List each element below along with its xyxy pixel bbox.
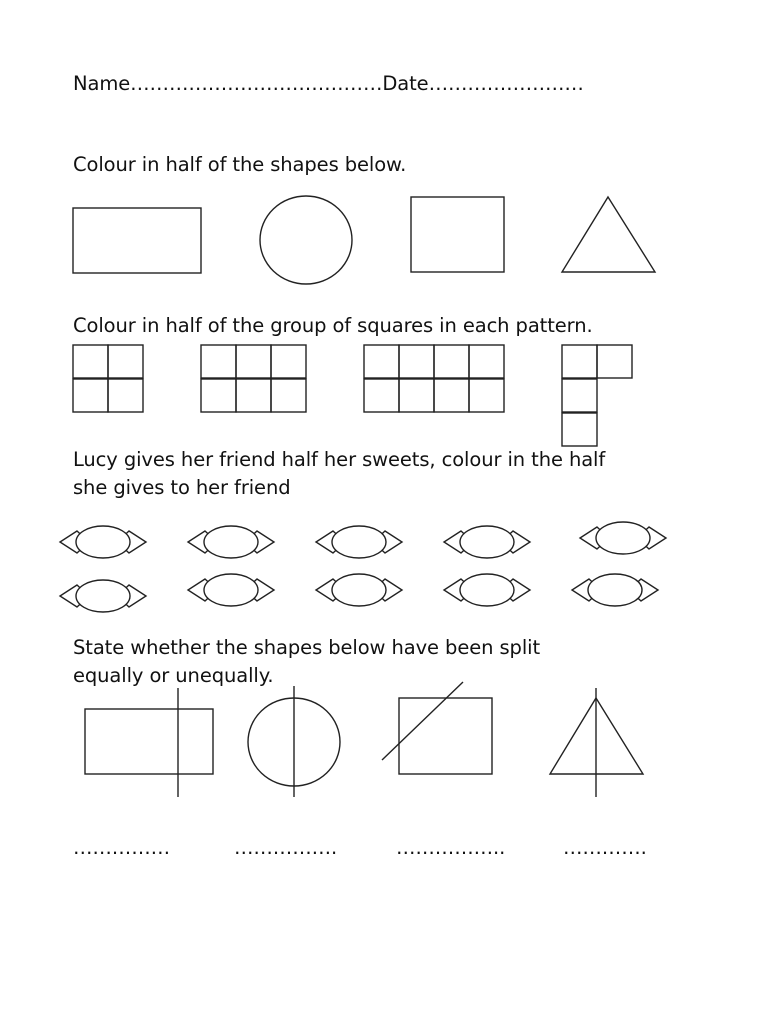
circle-shape[interactable] [260,196,352,284]
square-pattern-3x2[interactable] [201,345,306,412]
section2-instruction: Colour in half of the group of squares in each pattern. [73,314,593,337]
section3-instruction-line1: Lucy gives her friend half her sweets, colour in the half [73,448,606,471]
split-triangle[interactable] [550,688,643,797]
section1-instruction: Colour in half of the shapes below. [73,153,407,176]
square-pattern-4x2[interactable] [364,345,504,412]
sweets-group [60,522,666,612]
sweet[interactable] [444,526,530,558]
triangle-shape[interactable] [562,197,655,272]
date-blank[interactable]: …………………… [428,72,584,95]
name-label: Name [73,72,131,95]
sweet[interactable] [188,526,274,558]
answer-blank-1[interactable]: …………… [73,836,171,859]
sweet[interactable] [316,526,402,558]
section3-instruction-line2: she gives to her friend [73,476,291,499]
section4-instruction-line2: equally or unequally. [73,664,274,687]
sweet[interactable] [60,580,146,612]
sweet[interactable] [444,574,530,606]
square-shape[interactable] [411,197,504,272]
sweet[interactable] [60,526,146,558]
answer-blank-3[interactable]: …………….. [396,836,506,859]
answer-blank-4[interactable]: …………. [563,836,647,859]
answer-blank-2[interactable]: ……………. [234,836,338,859]
square-pattern-2x2[interactable] [73,345,143,412]
split-square[interactable] [382,682,492,774]
sweet[interactable] [188,574,274,606]
split-rectangle[interactable] [85,688,213,797]
sweet[interactable] [316,574,402,606]
section4-instruction-line1: State whether the shapes below have been split [73,636,540,659]
sweet[interactable] [572,574,658,606]
date-label: Date [382,72,429,95]
sweet[interactable] [580,522,666,554]
rectangle-shape[interactable] [73,208,201,273]
name-blank[interactable]: ………………………………… [130,72,383,95]
square-pattern-l-shape[interactable] [562,345,632,446]
split-circle[interactable] [248,686,340,797]
